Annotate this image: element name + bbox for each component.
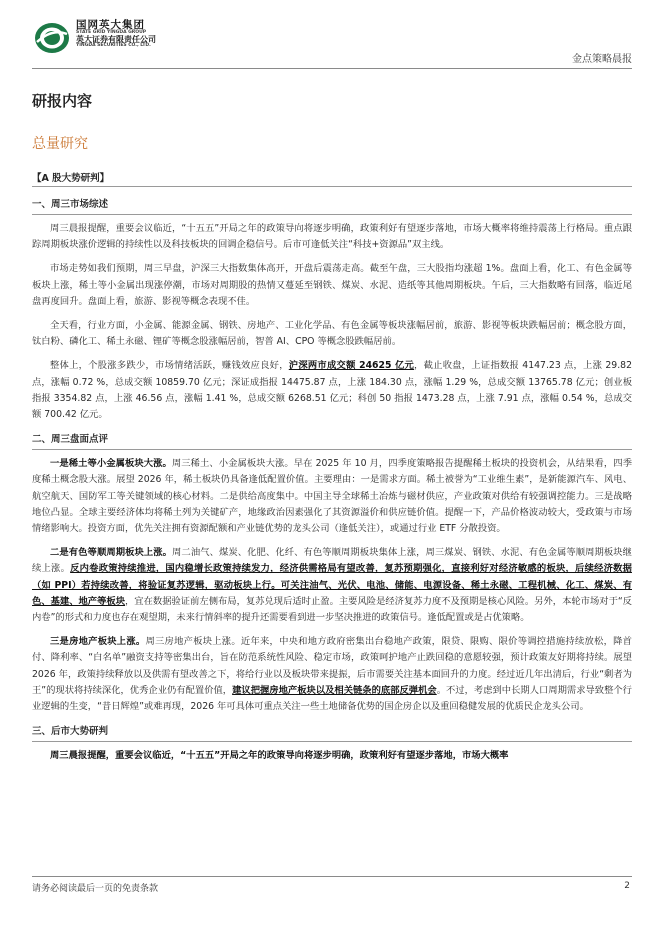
paragraph bbox=[32, 545, 632, 626]
heading-divider bbox=[32, 741, 632, 742]
logo-group-name-en: STATE GRID YINGDA GROUP bbox=[76, 30, 147, 36]
logo-wordmark bbox=[76, 20, 156, 49]
paragraph bbox=[32, 456, 632, 537]
subsection-divider bbox=[32, 186, 632, 187]
page-number: 2 bbox=[624, 881, 630, 891]
header-divider bbox=[32, 68, 632, 69]
heading-market-review: 一、周三市场综述 bbox=[32, 199, 109, 210]
page-title: 研报内容 bbox=[32, 92, 93, 110]
text-run: ，截止收盘，上证指数报 4147.23 点，上涨 29.82 点，涨幅 0.72 %，总成交额 10859.70 亿元；深证成指报 14475.87 点，上涨 184.30 点，涨幅 1.29 %，总成交额 13765.78 亿元；创业板指报 3354.82 点，上涨 46.56 点，涨幅 1.41 %，总成交额 6268.51 亿元；科创 50 指报 1473.28 点，上涨 7.91 点，涨幅 0.54 %，总成交额 700.42 亿元。 bbox=[32, 360, 632, 421]
text-run: 周三房地产板块上涨。近年来，中央和地方政府密集出台稳地产政策，限贷、限购、限价等调控措施持续放松，降首付、降利率、“白名单”融资支持等密集出台，旨在防范系统性风险、稳定市场，政策呵护地产止跌回稳的意愿较强，预计政策友好期将持续。展望 2026 年，政策持续释放以及供需有望改善之下，将给行业以及板块带来提振，后市需要关注基本面回升的力度。经过近几年出清后，行业“剩者为王”的现状将持续深化，优秀企业仍有配置价值， bbox=[32, 636, 632, 696]
heading-divider bbox=[32, 214, 632, 215]
company-logo-icon bbox=[32, 20, 72, 56]
paragraph bbox=[32, 358, 632, 423]
text-run: ，宜在数据验证前左侧布局，复苏兑现后适时止盈。主要风险是经济复苏力度不及预期是核心风险。另外，本轮市场对于“反内卷”的形式和力度也存在观望期，未来行情斜率的提升还需要看到进一步坚决推进的政策信号。逢低配置或是占优策略。 bbox=[32, 595, 632, 624]
footer-disclaimer: 请务必阅读最后一页的免责条款 bbox=[32, 884, 159, 894]
heading-market-comment: 二、周三盘面点评 bbox=[32, 434, 109, 446]
section-title: 总量研究 bbox=[32, 136, 88, 152]
paragraph: 市场走势如我们预期，周三早盘，沪深三大指数集体高开，开盘后震荡走高。截至午盘，三大股指均涨超 1%。盘面上看，化工、有色金属等板块上涨，稀土等小金属出现涨停潮，市场对周期股的热情又蔓延至钢铁、煤炭、水泥、造纸等其他周期板块。午后，三大指数略有回落，临近尾盘再度回升。盘面上看，旅游、影视等概念表现不佳。 bbox=[32, 263, 632, 307]
paragraph bbox=[32, 634, 632, 715]
point-lead: 三是房地产板块上涨。 bbox=[50, 636, 146, 648]
text-run: 整体上，个股涨多跌少，市场情绪活跃，赚钱效应良好， bbox=[50, 360, 289, 372]
paragraph: 周三晨报提醒，重要会议临近，“十五五”开局之年的政策导向将逐步明确，政策利好有望逐步落地，市场大概率将维持震荡上行格局。重点跟踪周期板块涨价逻辑的持续性以及科技板块的回调企稳信号。后市可逢低关注“科技+资源品”双主线。 bbox=[32, 223, 632, 251]
page-header bbox=[32, 18, 632, 68]
paragraph: 全天看，行业方面，小金属、能源金属、钢铁、房地产、工业化学品、有色金属等板块涨幅居前，旅游、影视等板块跌幅居前；概念股方面， 钛白粉、磷化工、稀土永磁、锂矿等概念股涨幅居前，智普 AI、CPO 等概念股跌幅居前。 bbox=[32, 320, 632, 348]
logo-group-name: 国网英大集团 bbox=[76, 19, 145, 31]
highlight-turnover: 沪深两市成交额 24625 亿元 bbox=[288, 360, 415, 372]
paragraph: 周三晨报提醒，重要会议临近，“十五五”开局之年的政策导向将逐步明确，政策利好有望逐步落地，市场大概率 bbox=[50, 750, 509, 762]
subsection-title: 【A 股大势研判】 bbox=[32, 173, 110, 184]
text-run: 。不过，考虑到中长期人口周期需求导致整个行业逻辑的生变，“昔日辉煌”或难再现，2026 年可具体可重点关注一些土地储备优势的国企房企以及重回稳健发展的优质民企龙头公司。 bbox=[32, 684, 632, 713]
heading-divider bbox=[32, 449, 632, 450]
text-run: 周三稀土、小金属板块大涨。早在 2025 年 10 月，四季度策略报告提醒稀土板块的投资机会，从结果看，四季度稀土概念股大涨。展望 2026 年，稀土板块仍具备逢低配置价值。主要理由：一是需求方面。稀土被誉为“工业维生素”，是新能源汽车、风电、航空航天、国防军工等关键领域的核心材料。二是供给高度集中。中国主导全球稀土冶炼与磁材供应，产业政策对供给有较强调控能力。三是战略地位凸显。全球主要经济体均将稀土列为关键矿产，地缘政治因素强化了其资源溢价和供应链价值。提醒一下，产品价格波动较大，受政策与市场情绪影响大。投资方面，优先关注拥有资源配额和产业链优势的龙头公司（逢低关注），或通过行业 ETF 分散投资。 bbox=[32, 458, 632, 535]
highlight-text: 建议把握房地产板块以及相关链条的底部反弹机会 bbox=[232, 684, 437, 696]
point-lead: 二是有色等顺周期板块上涨。 bbox=[50, 547, 173, 559]
logo-company-name: 英大证券有限责任公司 bbox=[76, 34, 156, 44]
logo-company-name-en: YINGDA SECURITIES CO., LTD. bbox=[76, 43, 151, 49]
report-name: 金点策略晨报 bbox=[572, 54, 632, 65]
text-run: 周二油气、煤炭、化肥、化纤、有色等顺周期板块集体上涨，周三煤炭、钢铁、水泥、有色金属等顺周期板块继续上涨。 bbox=[32, 547, 632, 575]
footer-divider bbox=[32, 876, 632, 877]
article-body bbox=[32, 196, 632, 772]
highlight-text: 反内卷政策持续推进，国内稳增长政策持续发力，经济供需格局有望改善，复苏预期强化，直接利好对经济敏感的板块，后续经济数据（如 PPI）若持续改善，将验证复苏逻辑，驱动板块上行。可关注油气、光伏、电池、储能、电源设备、稀土永磁、工程机械、化工、煤炭、有色、基建、地产等板块 bbox=[32, 563, 632, 607]
heading-outlook: 三、后市大势研判 bbox=[32, 726, 109, 738]
point-lead: 一是稀土等小金属板块大涨。 bbox=[50, 458, 172, 470]
